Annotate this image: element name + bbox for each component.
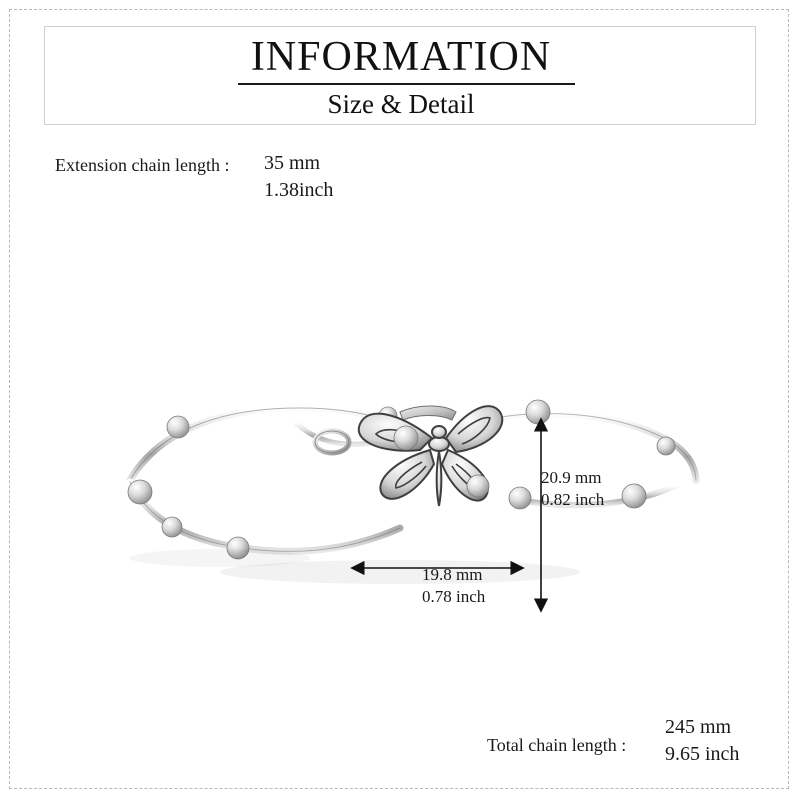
extension-chain-value-mm: 35 mm (264, 152, 321, 174)
width-value-inch: 0.78 inch (422, 587, 486, 606)
extension-chain-value-inch: 1.38inch (264, 179, 334, 201)
product-photo (100, 360, 700, 620)
height-value-mm: 20.9 mm (541, 468, 602, 487)
information-header-box (44, 26, 756, 125)
page-subtitle: Size & Detail (327, 89, 475, 119)
anklet-illustration (100, 360, 700, 620)
total-chain-label: Total chain length : (487, 735, 627, 755)
page-title: INFORMATION (250, 34, 552, 80)
total-chain-value-mm: 245 mm (665, 716, 732, 738)
total-chain-value-inch: 9.65 inch (665, 743, 740, 765)
height-value-inch: 0.82 inch (541, 490, 605, 509)
extension-chain-label: Extension chain length : (55, 155, 230, 175)
width-value-mm: 19.8 mm (422, 565, 483, 584)
